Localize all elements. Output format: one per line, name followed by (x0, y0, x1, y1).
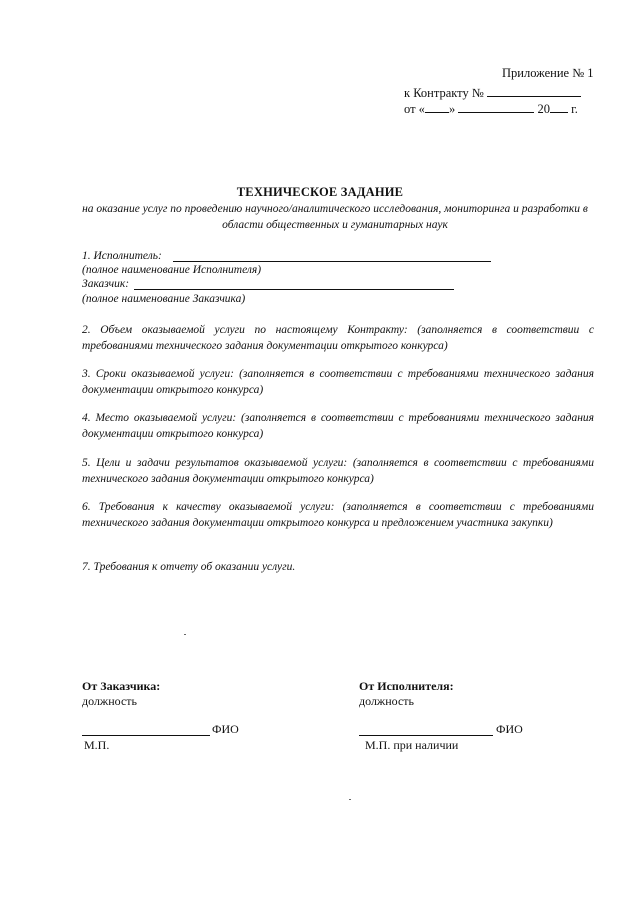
day-blank (425, 100, 449, 113)
year-suffix: г. (571, 102, 578, 116)
scan-speck (349, 799, 351, 800)
section-2: 2. Объем оказываемой услуги по настоящему Контракту: (заполняется в соответствии с требованиями технического задания документации открытого конкурса) (82, 324, 594, 352)
executor-position: должность (359, 694, 414, 708)
section-4: 4. Место оказываемой услуги: (заполняется в соответствии с требованиями технического задания документации открытого конкурса) (82, 412, 594, 440)
contract-prefix: к Контракту № (404, 86, 484, 100)
contract-date-line (404, 100, 578, 117)
date-quote-close: » (448, 102, 456, 116)
date-from-text: от « (404, 102, 425, 116)
contract-number-blank (487, 84, 581, 97)
executor-stamp: М.П. при наличии (365, 738, 459, 752)
year-prefix: 20 (537, 102, 550, 116)
executor-blank (173, 261, 491, 262)
section-6: 6. Требования к качеству оказываемой услуги: (заполняется в соответствии с требованиями технического задания документации открытого конкурса и предложением участника закупки) (82, 501, 594, 529)
scan-speck (184, 634, 186, 635)
customer-line (82, 278, 129, 290)
customer-label: Заказчик: (82, 278, 130, 290)
executor-hint: (полное наименование Исполнителя) (82, 264, 262, 276)
customer-blank (134, 289, 454, 290)
section-3: 3. Сроки оказываемой услуги: (заполняется в соответствии с требованиями технического задания документации открытого конкурса) (82, 368, 594, 396)
customer-fio: ФИО (212, 722, 239, 736)
customer-signature-heading: От Заказчика: (82, 679, 161, 693)
executor-signature-heading: От Исполнителя: (359, 679, 454, 693)
contract-number-line (404, 84, 581, 101)
section-5: 5. Цели и задачи результатов оказываемой услуги: (заполняется в соответствии с требованиями технического задания документации открытого конкурса) (82, 457, 594, 485)
executor-signature-line (359, 735, 493, 736)
document-subtitle: на оказание услуг по проведению научного/аналитического исследования, мониторинга и разработки в области общественных и гуманитарных наук (82, 203, 588, 231)
customer-stamp: М.П. (84, 738, 110, 752)
year-blank (550, 100, 568, 113)
section-7: 7. Требования к отчету об оказании услуги. (82, 561, 296, 573)
document-title: ТЕХНИЧЕСКОЕ ЗАДАНИЕ (236, 185, 404, 199)
customer-position: должность (82, 694, 137, 708)
executor-label: 1. Исполнитель: (82, 250, 162, 262)
executor-line (82, 250, 162, 262)
appendix-text: Приложение № 1 (502, 66, 594, 80)
month-blank (458, 100, 534, 113)
executor-fio: ФИО (496, 722, 523, 736)
customer-hint: (полное наименование Заказчика) (82, 293, 246, 305)
appendix-label (502, 66, 594, 81)
customer-signature-line (82, 735, 210, 736)
